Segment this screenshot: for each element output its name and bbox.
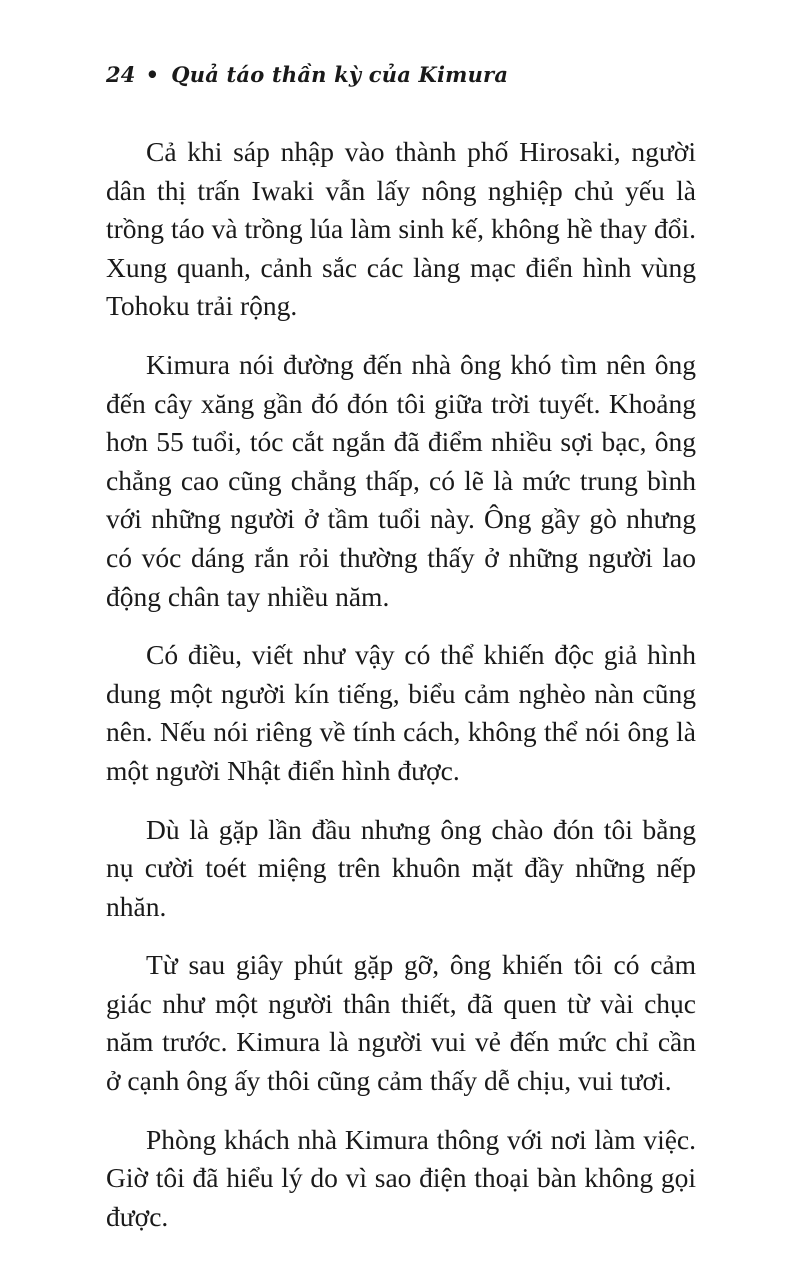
paragraph: Kimura nói đường đến nhà ông khó tìm nên ông đến cây xăng gần đó đón tôi giữa trời tuyết. Khoảng hơn 55 tuổi, tóc cắt ngắn đã điểm nhiều sợi bạc, ông chẳng cao cũng chẳng thấp, có lẽ là mức trung bình với những người ở tầm tuổi này. Ông gầy gò nhưng có vóc dáng rắn rỏi thường thấy ở những người lao động chân tay nhiều năm.: [106, 348, 696, 612]
paragraph: Cả khi sáp nhập vào thành phố Hirosaki, người dân thị trấn Iwaki vẫn lấy nông nghiệp chủ yếu là trồng táo và trồng lúa làm sinh kế, không hề thay đổi. Xung quanh, cảnh sắc các làng mạc điển hình vùng Tohoku trải rộng.: [106, 136, 696, 322]
page-number: 24: [106, 62, 136, 87]
running-header: [106, 62, 508, 87]
paragraph: Phòng khách nhà Kimura thông với nơi làm việc. Giờ tôi đã hiểu lý do vì sao điện thoại bàn không gọi được.: [106, 1123, 696, 1232]
paragraph: Từ sau giây phút gặp gỡ, ông khiến tôi có cảm giác như một người thân thiết, đã quen từ vài chục năm trước. Kimura là người vui vẻ đến mức chỉ cần ở cạnh ông ấy thôi cũng cảm thấy dễ chịu, vui tươi.: [106, 949, 696, 1097]
paragraph: Dù là gặp lần đầu nhưng ông chào đón tôi bằng nụ cười toét miệng trên khuôn mặt đầy những nếp nhăn.: [106, 813, 696, 922]
book-title: Quả táo thần kỳ của Kimura: [171, 62, 509, 87]
paragraph: Có điều, viết như vậy có thể khiến độc giả hình dung một người kín tiếng, biểu cảm nghèo nàn cũng nên. Nếu nói riêng về tính cách, không thể nói ông là một người Nhật điển hình được.: [106, 639, 696, 786]
header-separator: •: [145, 62, 160, 87]
body-text: [106, 133, 696, 1256]
